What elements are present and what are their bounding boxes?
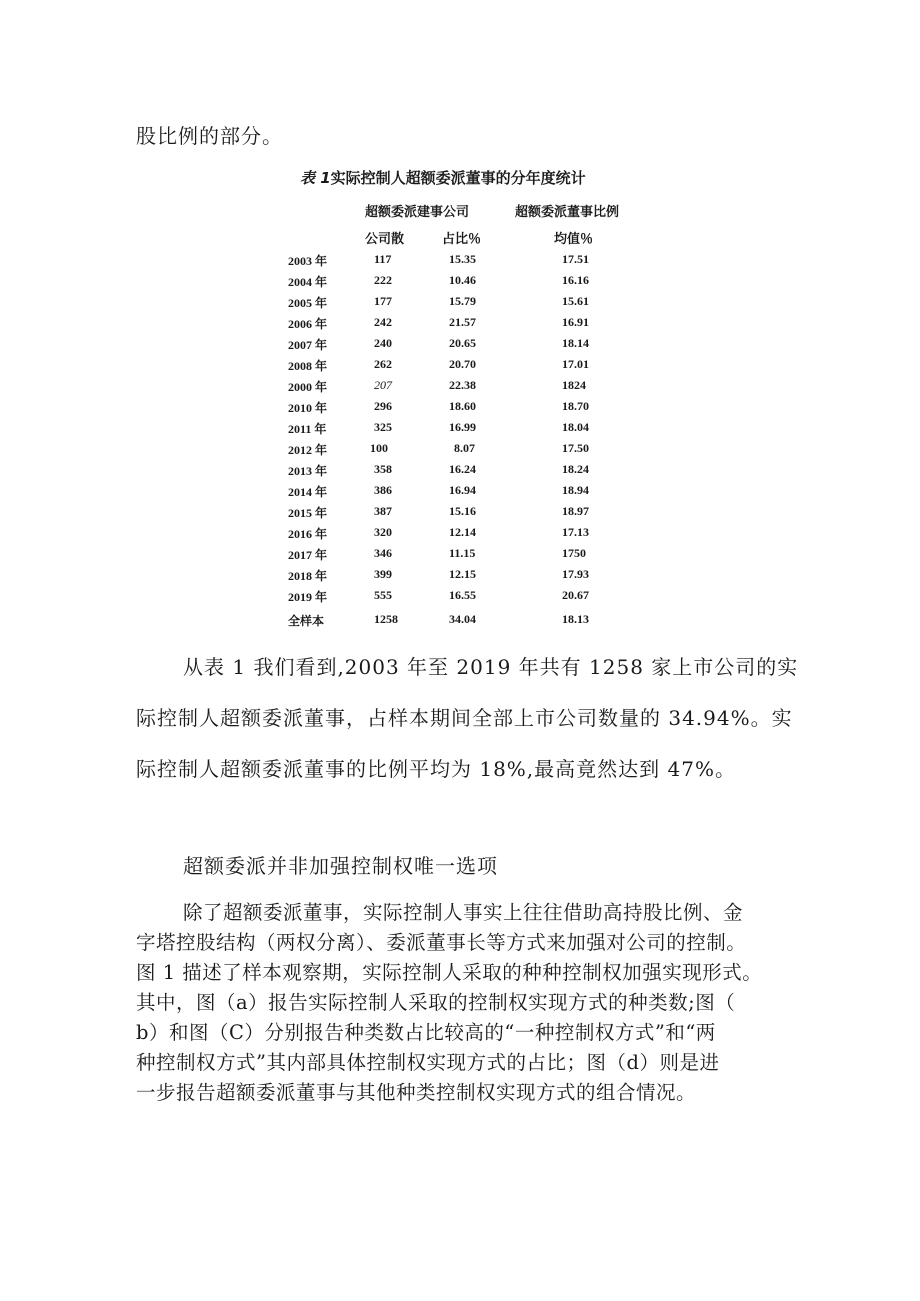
row-avg: 15.61 [562,294,589,308]
row-pct: 16.94 [449,483,476,497]
row-avg: 18.94 [562,483,589,497]
row-avg: 17.93 [562,567,589,581]
row-avg: 17.51 [562,252,589,266]
paragraph1-line: 际控制人超额委派董事，占样本期间全部上市公司数量的 34.94%。实 [136,706,793,730]
row-pct: 8.07 [454,441,475,455]
row-pct: 18.60 [449,399,476,413]
row-avg: 1824 [562,378,586,392]
header-overdelegation-ratio: 超额委派董事比例 [515,205,620,220]
row-avg: 18.04 [562,420,589,434]
row-year: 2017 年 [288,548,328,562]
paragraph2-line: b）和图（C）分别报告种类数占比较高的“一种控制权方式”和“两 [136,1021,716,1044]
row-count: 207 [374,378,392,392]
intro-fragment: 股比例的部分。 [136,124,283,148]
row-year: 2013 年 [288,464,328,478]
table-caption-number: 表 1 [300,169,331,187]
row-count: 1258 [374,612,398,626]
row-count: 555 [374,588,392,602]
row-pct: 16.55 [449,588,476,602]
row-pct: 15.16 [449,504,476,518]
row-avg: 18.24 [562,462,589,476]
row-count: 358 [374,462,392,476]
row-pct: 15.79 [449,294,476,308]
row-avg: 16.91 [562,315,589,329]
paragraph1-line: 际控制人超额委派董事的比例平均为 18%,最高竟然达到 47%。 [136,757,736,781]
paragraph2-line: 种控制权方式”其内部具体控制权实现方式的占比；图（d）则是进 [136,1051,720,1074]
row-avg: 17.50 [562,441,589,455]
row-count: 399 [374,567,392,581]
row-avg: 18.14 [562,336,589,350]
row-pct: 21.57 [449,315,476,329]
table-caption [300,167,586,188]
row-year: 2015 年 [288,506,328,520]
paragraph2-line: 一步报告超额委派董事与其他种类控制权实现方式的组合情况。 [136,1081,697,1104]
row-pct: 10.46 [449,273,476,287]
row-avg: 18.70 [562,399,589,413]
row-year: 2005 年 [288,296,328,310]
paragraph2-line: 字塔控股结构（两权分离）、委派董事长等方式来加强对公司的控制。 [136,931,747,954]
row-year: 2011 年 [288,422,327,436]
row-pct: 34.04 [449,612,476,626]
row-pct: 22.38 [449,378,476,392]
row-pct: 12.14 [449,525,476,539]
row-year: 2016 年 [288,527,328,541]
table-body [0,252,920,632]
row-pct: 20.65 [449,336,476,350]
table-caption-text: 实际控制人超额委派董事的分年度统计 [330,169,586,187]
row-count: 386 [374,483,392,497]
row-avg: 20.67 [562,588,589,602]
row-avg: 16.16 [562,273,589,287]
row-year: 2007 年 [288,338,328,352]
row-year: 2018 年 [288,569,328,583]
row-count: 346 [374,546,392,560]
row-count: 320 [374,525,392,539]
row-count: 177 [374,294,392,308]
row-year: 2010 年 [288,401,328,415]
row-count: 262 [374,357,392,371]
header-company-count: 公司散 [365,232,405,247]
row-count: 117 [374,252,392,266]
row-pct: 16.24 [449,462,476,476]
row-avg: 18.13 [562,612,589,626]
row-year: 全样本 [288,614,325,628]
row-avg: 1750 [562,546,586,560]
paragraph1-line: 从表 1 我们看到,2003 年至 2019 年共有 1258 家上市公司的实 [183,655,799,679]
row-count: 222 [374,273,392,287]
row-year: 2003 年 [288,254,328,268]
row-avg: 17.13 [562,525,589,539]
row-year: 2004 年 [288,275,328,289]
row-pct: 12.15 [449,567,476,581]
row-count: 100 [370,441,388,455]
row-year: 2012 年 [288,443,328,457]
row-pct: 20.70 [449,357,476,371]
row-pct: 11.15 [449,546,476,560]
section-heading: 超额委派并非加强控制权唯一选项 [183,854,498,878]
row-pct: 16.99 [449,420,476,434]
header-overdelegation-companies: 超额委派建事公司 [365,205,470,220]
row-count: 296 [374,399,392,413]
paragraph2-line: 除了超额委派董事，实际控制人事实上往往借助高持股比例、金 [183,901,744,924]
header-share-pct: 占比％ [442,232,482,247]
paragraph2-line: 图 1 描述了样本观察期，实际控制人采取的种种控制权加强实现形式。 [136,961,763,984]
row-pct: 15.35 [449,252,476,266]
row-year: 2006 年 [288,317,328,331]
paragraph2-line: 其中，图（a）报告实际控制人采取的控制权实现方式的种类数;图（ [136,991,736,1014]
row-count: 242 [374,315,392,329]
row-year: 2014 年 [288,485,328,499]
row-count: 240 [374,336,392,350]
row-year: 2019 年 [288,590,328,604]
row-avg: 17.01 [562,357,589,371]
header-mean-pct: 均值％ [554,232,594,247]
row-year: 2008 年 [288,359,328,373]
row-avg: 18.97 [562,504,589,518]
row-year: 2000 年 [288,380,328,394]
row-count: 387 [374,504,392,518]
row-count: 325 [374,420,392,434]
